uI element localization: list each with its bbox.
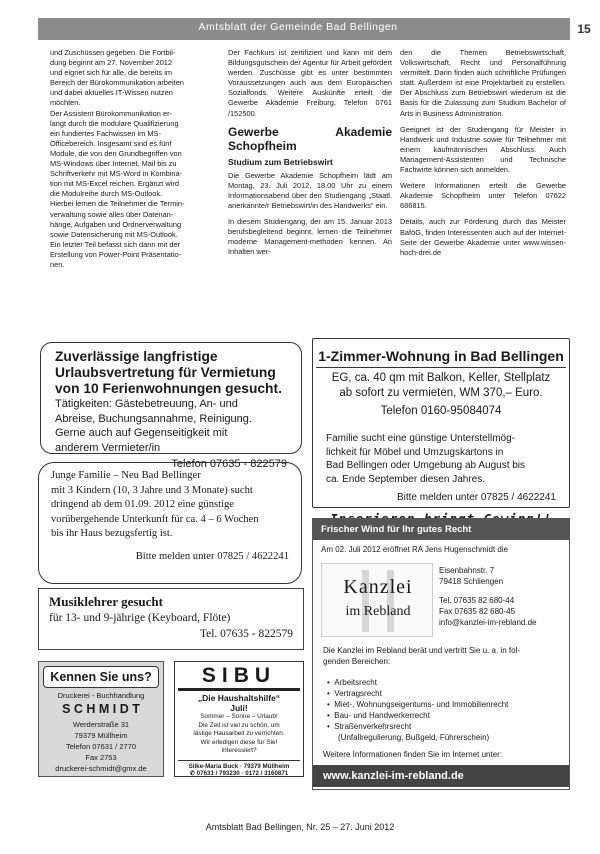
ad-address: Eisenbahnstr. 7 (439, 566, 495, 575)
ad-text: EG, ca. 40 qm mit Balkon, Keller, Stellplatz (331, 372, 551, 384)
list-item: • Arbeitsrecht (327, 678, 377, 687)
article-subheading: Studium zum Betriebswirt (228, 156, 333, 167)
ad-email: druckerei-schmidt@gmx.de (55, 764, 147, 773)
text-line: MS-Windows über Internet, Mail bis zu (50, 159, 177, 169)
website-link[interactable]: www.kanzlei-im-rebland.de (313, 765, 569, 787)
ad-text: lichkeit für Möbel und Umzugskartons in (326, 446, 504, 458)
ad-border (312, 338, 570, 508)
ad-headline: Urlaubsvertretung für Vermietung (55, 365, 276, 380)
ad-law-office (312, 518, 570, 790)
kanzlei-contact (439, 565, 567, 628)
ad-headline: Musiklehrer gesucht (49, 594, 163, 609)
ad-text: Am 02. Juli 2012 eröffnet RA Jens Hugenschmidt die (321, 545, 509, 554)
ad-printer-schmidt (38, 661, 164, 777)
ad-text: vorübergehende Unterkunft für ca. 4 – 6 Wochen (51, 513, 259, 525)
publication-title: Amtsblatt der Gemeinde Bad Bellingen (198, 21, 398, 33)
text-line: Module, die von den Grundbegriffen von (50, 148, 182, 158)
ad-phone: Telefon 07635 - 822579 (171, 458, 287, 470)
paragraph: den die Themen Betriebswirtschaft, Volkswirtschaft, Recht und Personalführung vermittelt. Darin finden auch schriftliche Prüfungen statt. Außerdem ist eine Projektarbeit zu erstellen. Der Abschluss zum Betriebswirt wiederum ist die Basis für die Zulassung zum Studium Bachelor of Arts in Business Administration. (400, 48, 566, 118)
text-line: Bereich der Bürokommunikation arbeiten (50, 78, 184, 88)
text-line: und eignet sich für alle, die bereits im (50, 68, 173, 78)
bullet-icon: • (327, 711, 335, 720)
text-line: sowie Datensicherung mit MS-Outlook. (50, 229, 178, 239)
ad-phone: Tel. 07635 82 680-44 (439, 596, 515, 605)
ad-headline: „Die Haushaltshilfe“ (197, 693, 281, 703)
list-item-note: (Unfallregulierung, Bußgeld, Führerschein) (338, 733, 490, 742)
ad-text: Familie sucht eine günstige Unterstellmög- (326, 433, 515, 444)
article-column-3 (400, 48, 566, 264)
ad-text: Wir erledigen diese für Sie! (200, 738, 278, 746)
text-line: und dabei aktuelles IT-Wissen nutzen (50, 88, 173, 98)
ad-text: lästige Hausarbeit zu verrichten. (193, 730, 285, 737)
ad-text: mit 3 Kindern (10, 3 Jahre und 3 Monate) sucht (51, 484, 253, 496)
ad-contact: Silke-Maria Buck · 79379 Müllheim (178, 760, 300, 770)
practice-areas-list (327, 677, 567, 743)
ad-text: Bad Bellingen oder Umgebung ab August bis (326, 460, 526, 471)
article-column-1 (50, 48, 212, 270)
ad-text: dringend ab dem 01.09. 2012 eine günstige (51, 499, 235, 510)
bullet-icon: • (327, 700, 335, 709)
ad-headline: von 10 Ferienwohnungen gesucht. (55, 381, 282, 396)
logo-title: Kanzlei (343, 576, 413, 598)
paragraph: Die Gewerbe Akademie Schopfheim lädt am Montag, 23. Juli 2012, 18.00 Uhr zu einem Informationsabend über den Studiengang „Staatl. anerkannte/r Betriebswirt/in des Handwerks“ ein. (228, 170, 392, 211)
list-item: • Miet-, Wohnungseigentums- und Immobilienrecht (327, 700, 509, 709)
text-line: nen. (50, 259, 65, 269)
text-line: hänge, Aufgaben und Ordnerverwaltung (50, 219, 182, 229)
ad-text: ca. Ende September diesen Jahres. (326, 473, 485, 485)
paragraph: Geeignet ist der Studiengang für Meister in Handwerk und Industrie sowie für Teilnehmer mit einem kaufmännischen Abschluss. Auch Management-Assistenten und Technische Fachwirte können sich anmelden. (400, 124, 566, 175)
page-number: 15 (572, 18, 596, 40)
ad-phone: ✆ 07631 / 793230 · 0172 / 3160871 (189, 769, 289, 777)
ad-holiday-cover (40, 342, 302, 470)
text-line: Ein letzter Teil befasst sich dann mit der (50, 239, 181, 249)
ad-text: Gerne auch auf Gegenseitigkeit mit (55, 427, 228, 439)
ad-email: info@kanzlei-im-rebland.de (439, 618, 537, 627)
page-header (38, 18, 591, 40)
kanzlei-logo (321, 563, 433, 637)
text-line: tion mit MS-Excel reichen. Ergänzt wird (50, 179, 179, 189)
ad-text: Druckerei - Buchhandlung (57, 691, 145, 700)
ad-text: Abreise, Buchungsannahme, Reinigung. (55, 412, 252, 425)
text-line: möchten. (50, 98, 81, 108)
ad-text: bis ihr Haus bezugsfertig ist. (51, 528, 173, 539)
article-column-2 (228, 48, 392, 264)
text-line: Schriftverkehr mit MS-Word in Kombina- (50, 169, 183, 179)
ad-text: Weitere Informationen finden Sie im Internet unter: (323, 750, 503, 759)
list-item: • Straßenverkehrsrecht (327, 722, 412, 731)
ad-banner: Frischer Wind für Ihr gutes Recht (313, 519, 569, 540)
text-line: die Modulreihe durch MS-Outlook. (50, 189, 163, 199)
bullet-icon: • (327, 689, 335, 698)
ad-subheadline: Juli! (230, 703, 248, 713)
ad-headline: Zuverlässige langfristige (55, 349, 218, 364)
paragraph: Weitere Informationen erteilt die Gewerbe Akademie Schopfheim unter Telefon 07622 686815. (400, 181, 566, 211)
ad-fax: Fax 07635 82 680-45 (439, 607, 516, 616)
ad-text: Sommer – Sonne – Urlaub! (200, 713, 278, 720)
ad-address: 79418 Schliengen (439, 577, 504, 586)
text-line: Der Assistent Bürokommunikation er- (50, 108, 172, 118)
article-heading: Gewerbe Akademie Schopfheim (228, 124, 392, 153)
text-line: ein fundiertes Fachwissen im MS- (50, 128, 161, 138)
list-item: • Vertragsrecht (327, 689, 382, 698)
logo-subtitle: im Rebland (345, 604, 411, 619)
ad-text: genden Bereichen: (323, 657, 391, 666)
ad-address: Werderstraße 31 (72, 720, 130, 729)
ad-text: Junge Familie – Neu Bad Bellinger (51, 470, 201, 481)
text-line: und Zuschüssen gegeben. Die Fortbil- (50, 48, 176, 57)
page-footer: Amtsblatt Bad Bellingen, Nr. 25 – 27. Juni 2012 (205, 822, 395, 832)
ad-phone: Telefon 0160-95084074 (380, 405, 502, 417)
text-line: langt durch die modulare Qualifizierung (50, 118, 179, 128)
text-line: verwaltung sowie alles über Datenan- (50, 209, 174, 219)
paragraph: In diesem Studiengang, der am 15. Januar 2013 berufsbegleitend beginnt, lernen die Teilnehmer moderne Management-methoden kennen. An Inhalten wer- (228, 217, 392, 257)
ad-music-teacher (38, 588, 304, 650)
ad-young-family (38, 462, 302, 584)
ad-phone: Telefon 07631 / 2770 (65, 742, 137, 751)
bullet-icon: • (327, 678, 335, 687)
text-line: Officebereich. Insgesamt sind es fünf (50, 138, 172, 148)
text-line: dung beginnt am 27. November 2012 (50, 58, 173, 68)
ad-fax: Fax 2753 (85, 753, 117, 762)
bullet-icon: • (327, 722, 335, 731)
ad-headline: Kennen Sie uns? (43, 666, 159, 688)
ad-contact: Bitte melden unter 07825 / 4622241 (396, 492, 556, 503)
ad-text: anderem Vermieter/in (55, 441, 161, 454)
text-line: Hierbei lernen die Teilnehmer die Termin- (50, 199, 185, 209)
ad-text: Tätigkeiten: Gästebetreuung, An- und (55, 398, 238, 410)
kanzlei-description (323, 645, 563, 667)
ad-text: Die Zeit ist viel zu schön, um (198, 721, 280, 729)
paragraph: Details, auch zur Förderung durch das Meister BaföG, finden Interessenten auch auf der Internet-Seite der Gewerbe Akademie unter www.wissen-hoch-drei.de (400, 217, 566, 257)
ad-text: ab sofort zu vermieten, WM 370,– Euro. (339, 387, 543, 399)
ad-text: für 13- und 9-jährige (Keyboard, Flöte) (49, 612, 231, 624)
paragraph: Der Fachkurs ist zertifiziert und kann mit dem Bildungsgutschein der Agentur für Arbeit gefördert werden. Zuschüsse gibt es unter bestimmten Voraussetzungen auch aus dem Europäischen Sozialfonds. Weitere Auskünfte erteilt die Gewerbe Akademie Freiburg, Telefon 0761 /152500. (228, 48, 392, 118)
text-line: Erstellung von Power-Point Präsentatio- (50, 249, 182, 259)
ad-address: 79379 Müllheim (74, 731, 128, 740)
list-item: • Bau- und Handwerkerrecht (327, 711, 430, 720)
ad-headline: 1-Zimmer-Wohnung in Bad Bellingen (316, 348, 566, 368)
ad-text: Die Kanzlei im Rebland berät und vertritt Sie u. a. in fol- (323, 646, 520, 655)
ad-phone: Tel. 07635 - 822579 (199, 628, 293, 640)
sibu-logo: SIBU (178, 664, 300, 691)
ad-contact: Bitte melden unter 07825 / 4622241 (135, 550, 289, 562)
ad-sibu-household (174, 661, 304, 777)
company-name: S C H M I D T (62, 702, 140, 716)
ad-text: Interessiert? (221, 747, 257, 754)
